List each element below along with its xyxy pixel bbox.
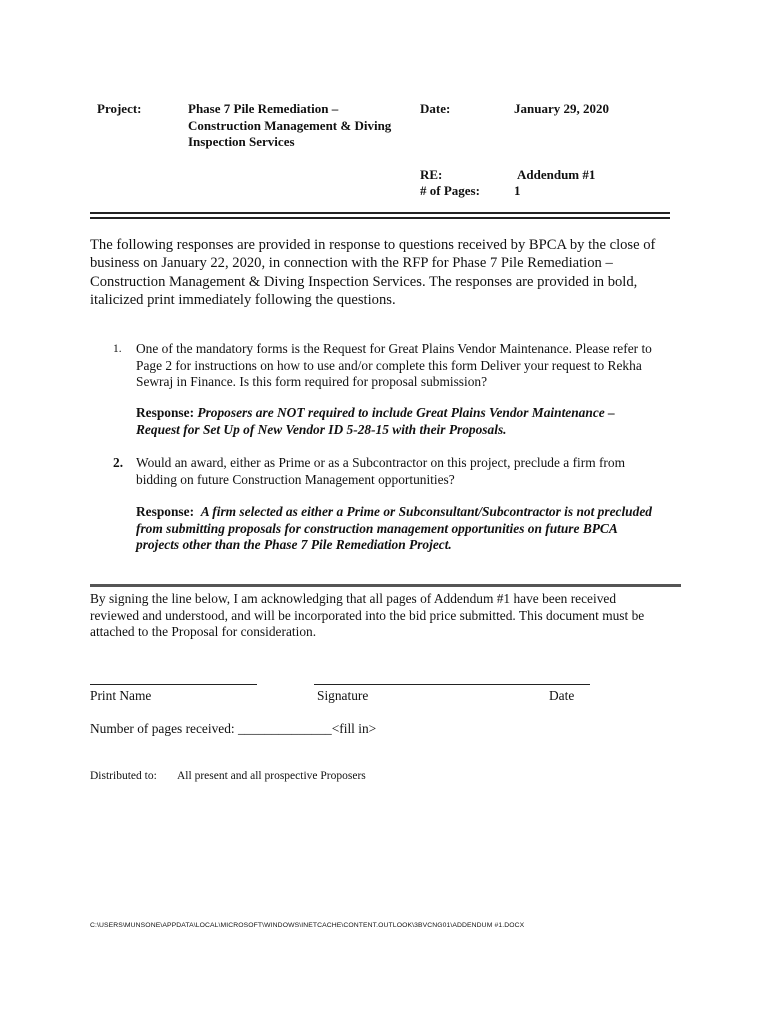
signature-line[interactable] xyxy=(314,684,590,685)
date-value: January 29, 2020 xyxy=(514,101,609,116)
response-text: Proposers are NOT required to include Great Plains Vendor Maintenance – xyxy=(197,405,615,420)
signature-label: Signature xyxy=(317,688,369,703)
intro-line: italicized print immediately following the questions. xyxy=(90,291,396,308)
project-name xyxy=(188,101,418,151)
footer-file-path: C:\USERS\MUNSONE\APPDATA\LOCAL\MICROSOFT\WINDOWS\INETCACHE\CONTENT.OUTLOOK\3BVCNG01\ADDENDUM #1.DOCX xyxy=(90,922,525,929)
pages-label: # of Pages: xyxy=(420,183,480,198)
project-label: Project: xyxy=(97,101,142,116)
item-number: 2. xyxy=(113,455,124,470)
re-label: RE: xyxy=(420,167,443,182)
response-line xyxy=(136,405,696,422)
project-name-line: Construction Management & Diving xyxy=(188,117,392,133)
acknowledgement-line: attached to the Proposal for consideration. xyxy=(90,624,317,640)
intro-line: Construction Management & Diving Inspection Services. The responses are provided in bold, xyxy=(90,273,638,290)
print-name-line[interactable] xyxy=(90,684,257,685)
question-line: One of the mandatory forms is the Request for Great Plains Vendor Maintenance. Please refer to xyxy=(136,341,652,356)
intro-line: business on January 22, 2020, in connection with the RFP for Phase 7 Pile Remediation – xyxy=(90,255,613,272)
item-question xyxy=(136,341,696,391)
header-divider xyxy=(90,212,670,219)
response-line: projects other than the Phase 7 Pile Remediation Project. xyxy=(136,537,452,553)
response-text: A firm selected as either a Prime or Subconsultant/Subcontractor is not precluded xyxy=(200,504,652,519)
acknowledgement-divider xyxy=(90,584,681,587)
pages-received-label: Number of pages received: xyxy=(90,721,238,736)
question-line: Sewraj in Finance. Is this form required for proposal submission? xyxy=(136,374,488,390)
distributed-label: Distributed to: xyxy=(90,770,157,782)
item-response xyxy=(136,405,696,438)
intro-line: The following responses are provided in response to questions received by BPCA by the close of xyxy=(90,237,656,253)
date-field-label: Date xyxy=(549,688,575,703)
print-name-label: Print Name xyxy=(90,688,152,703)
question-line: bidding on future Construction Management opportunities? xyxy=(136,471,455,487)
pages-received-field[interactable]: ______________ xyxy=(237,721,332,736)
response-line xyxy=(136,504,696,521)
project-name-line: Inspection Services xyxy=(188,134,295,149)
item-number: 1. xyxy=(113,343,122,355)
question-line: Page 2 for instructions on how to use and/or complete this form Deliver your request to Rekha xyxy=(136,357,642,373)
acknowledgement-line: By signing the line below, I am acknowledging that all pages of Addendum #1 have been received xyxy=(90,591,617,606)
item-question xyxy=(136,455,696,488)
intro-paragraph xyxy=(90,236,690,309)
item-response xyxy=(136,504,696,554)
response-label: Response: xyxy=(136,504,195,519)
pages-received-fill: <fill in> xyxy=(331,721,377,736)
date-label: Date: xyxy=(420,101,451,116)
re-value: Addendum #1 xyxy=(517,167,596,182)
pages-received xyxy=(90,721,376,738)
distributed-value: All present and all prospective Proposers xyxy=(177,770,366,782)
question-line: Would an award, either as Prime or as a Subcontractor on this project, preclude a firm from xyxy=(136,455,626,470)
project-name-line: Phase 7 Pile Remediation – xyxy=(188,101,339,116)
response-line: from submitting proposals for construction management opportunities on future BPCA xyxy=(136,520,618,536)
response-label: Response: xyxy=(136,405,195,420)
acknowledgement-line: reviewed and understood, and will be incorporated into the bid price submitted. This document must be xyxy=(90,607,645,623)
pages-value: 1 xyxy=(514,183,521,198)
acknowledgement-paragraph xyxy=(90,591,690,641)
response-line: Request for Set Up of New Vendor ID 5-28-15 with their Proposals. xyxy=(136,421,507,437)
